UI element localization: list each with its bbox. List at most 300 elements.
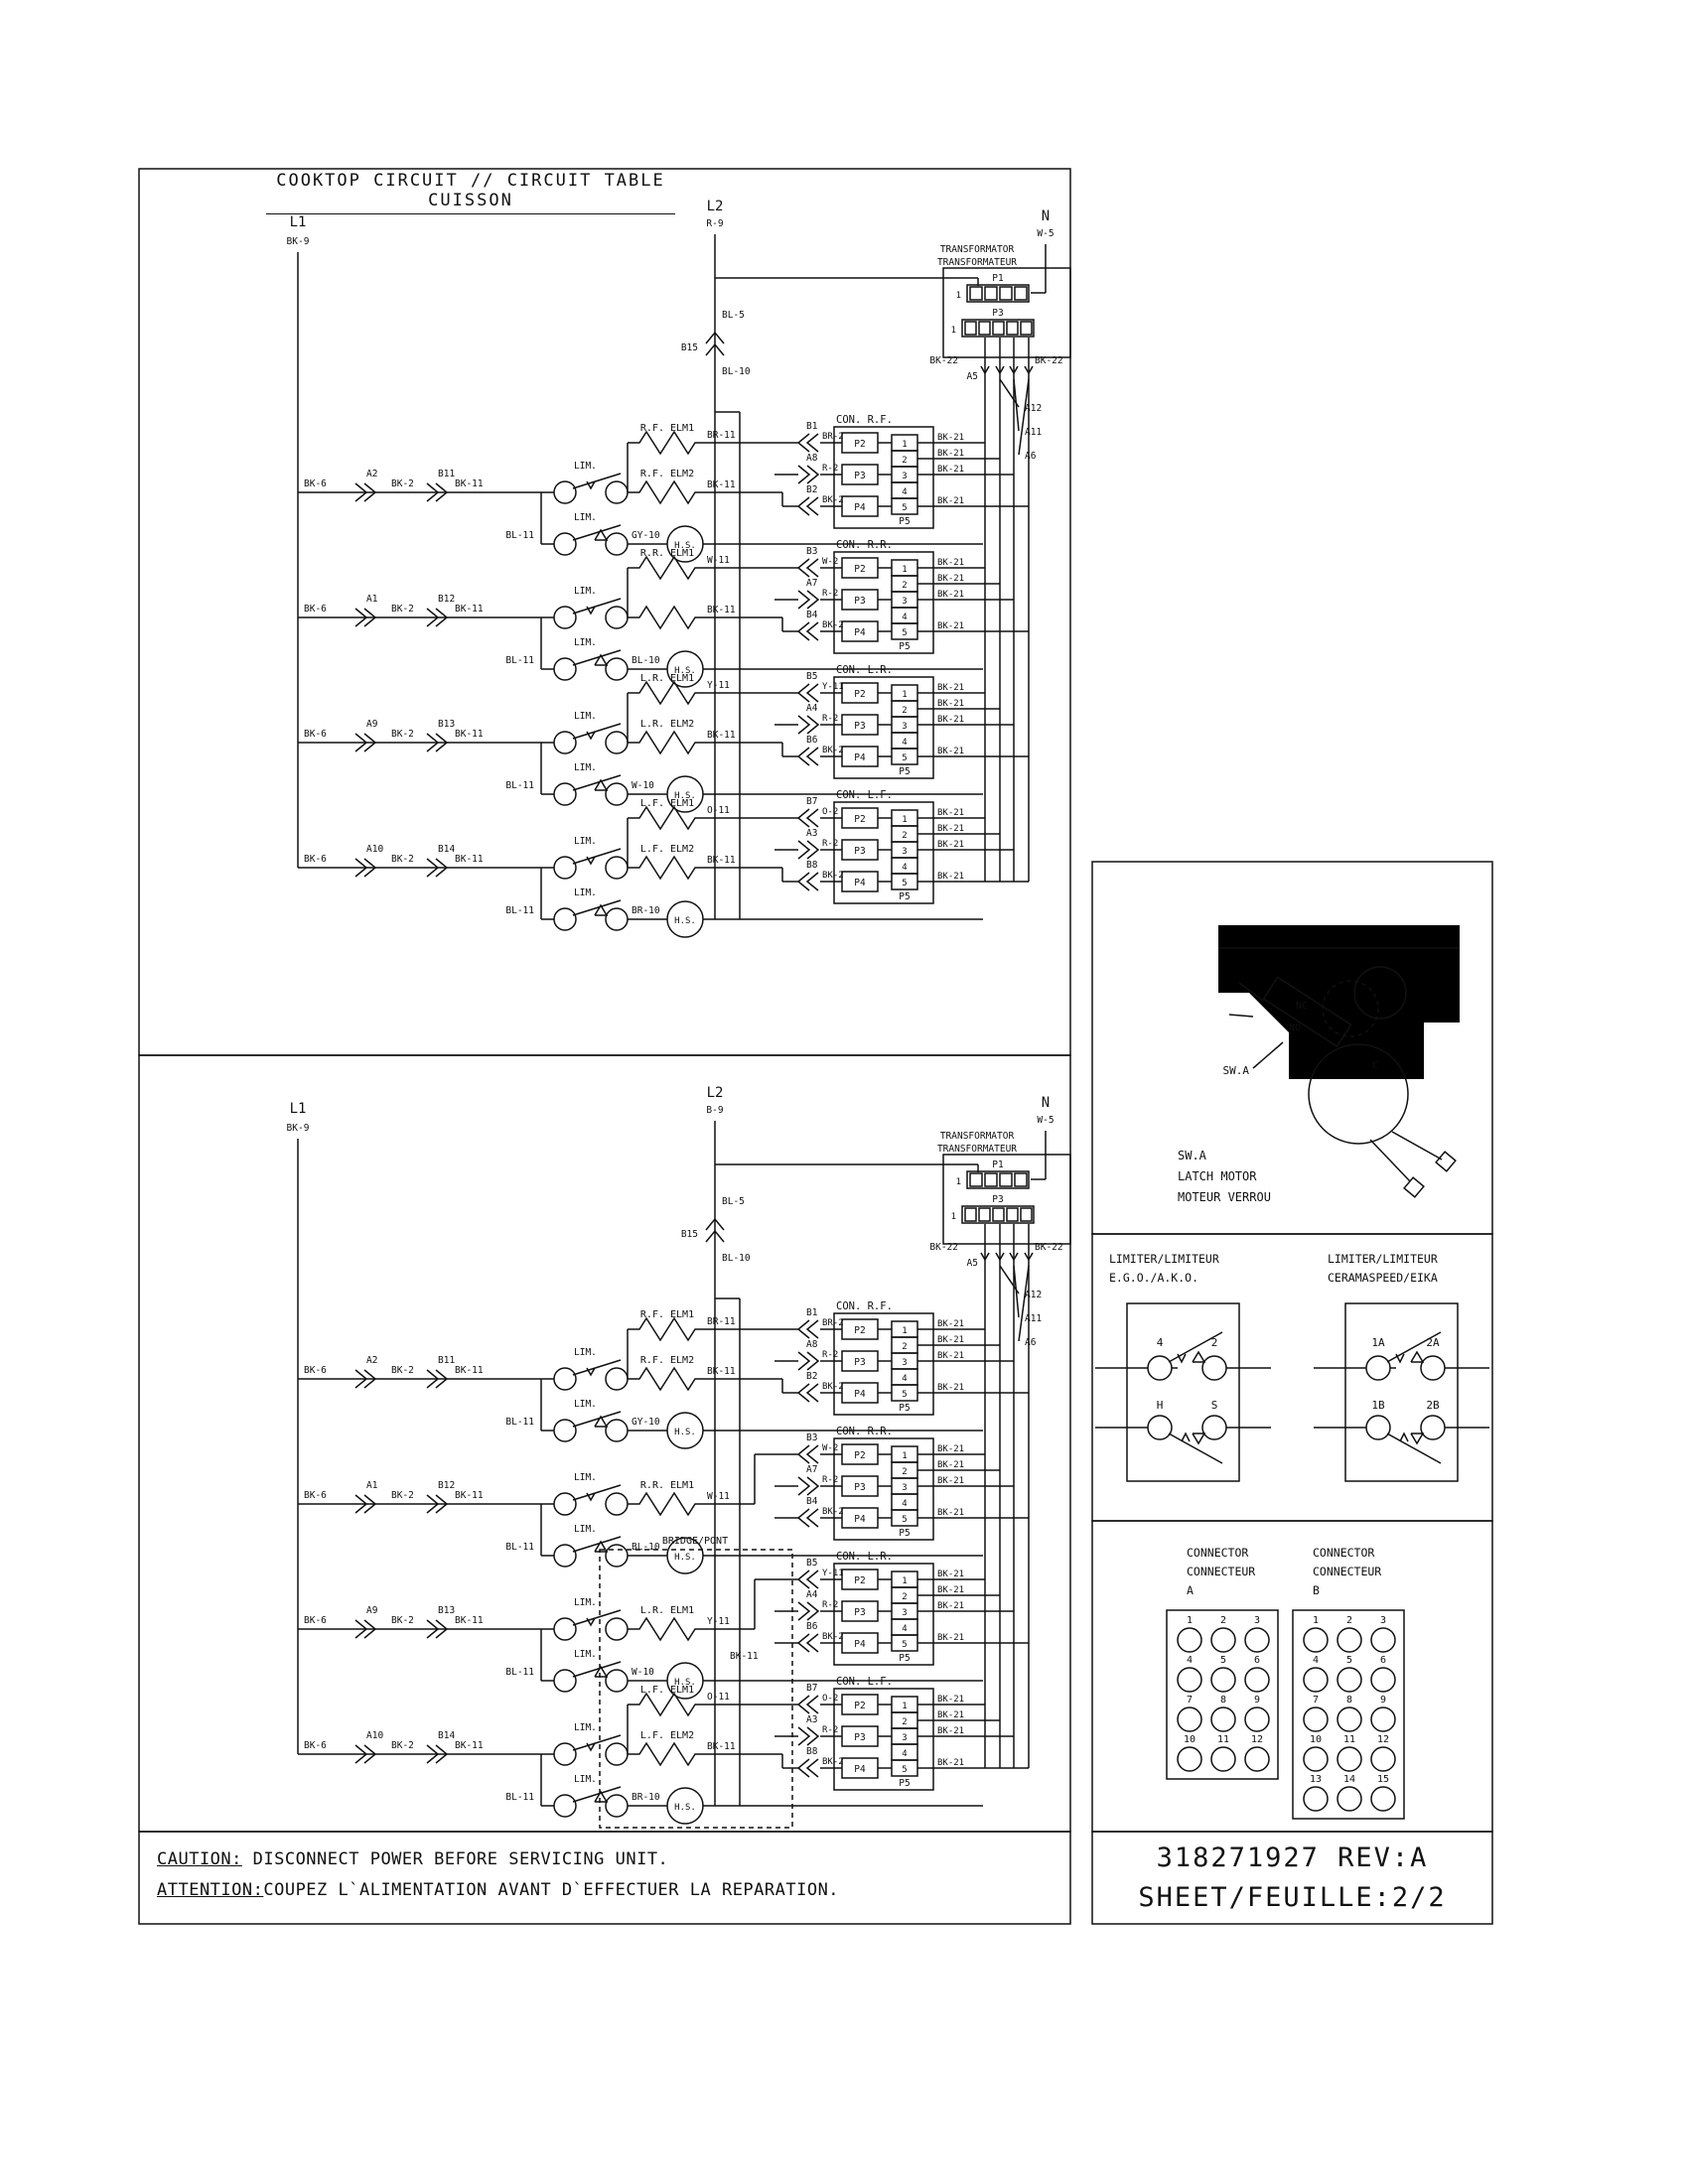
connector-title: CON. L.R. bbox=[836, 1551, 893, 1563]
splice-id-label: A2 bbox=[366, 469, 378, 479]
splice-id-label: B4 bbox=[806, 610, 818, 620]
terminal-label: 1B bbox=[1371, 1399, 1385, 1412]
pin-socket bbox=[1337, 1628, 1361, 1652]
splice-id-label: B3 bbox=[806, 546, 818, 557]
pin-number: 3 bbox=[1253, 1615, 1261, 1626]
pin-number: 2 bbox=[902, 1717, 908, 1727]
wire-color-label: BK-21 bbox=[937, 1351, 965, 1361]
bridge-box bbox=[600, 1550, 792, 1828]
wire-color-label: R-2 bbox=[822, 589, 839, 599]
pin-number: 4 bbox=[1312, 1655, 1320, 1666]
splice-id-label: B7 bbox=[806, 796, 818, 807]
resistor-element bbox=[632, 1618, 703, 1640]
switch-contact bbox=[554, 1493, 576, 1515]
wire-label: BK-2 bbox=[391, 1490, 414, 1501]
terminal-label: 4 bbox=[1156, 1336, 1164, 1349]
wire-color-label: BL-10 bbox=[632, 655, 660, 666]
plug-label: P5 bbox=[899, 891, 911, 902]
splice-id-label: A1 bbox=[366, 1480, 378, 1491]
plug-label: P3 bbox=[854, 1732, 866, 1743]
wire-color-label: BK-21 bbox=[937, 1335, 965, 1345]
pin-socket bbox=[1371, 1668, 1395, 1692]
wire-color-label: BL-10 bbox=[722, 366, 751, 377]
pin-socket bbox=[1245, 1668, 1269, 1692]
pin-cell bbox=[1007, 322, 1018, 335]
arrow-right-icon bbox=[798, 1602, 809, 1620]
pin-cell bbox=[1000, 1173, 1012, 1186]
arrow-left-icon bbox=[807, 1696, 818, 1713]
cooktop-circuit-bottom bbox=[139, 1055, 1070, 1832]
terminal bbox=[1148, 1356, 1172, 1380]
arrow-left-icon bbox=[807, 1634, 818, 1652]
switch-contact bbox=[554, 783, 576, 805]
splice-id-label: A5 bbox=[966, 371, 978, 382]
wire-color-label: BK-11 bbox=[707, 479, 736, 490]
wire-color-label: BK-21 bbox=[937, 824, 965, 834]
pin-cell bbox=[965, 322, 976, 335]
terminal-label: 1A bbox=[1371, 1336, 1385, 1349]
element-label: R.F. ELM2 bbox=[639, 1355, 695, 1366]
splice-id-label: B14 bbox=[438, 844, 456, 855]
plug-label: P5 bbox=[899, 1528, 911, 1539]
wire-color-label: B-9 bbox=[706, 1105, 724, 1116]
switch-contact bbox=[606, 1493, 628, 1515]
plug-label: P4 bbox=[854, 878, 866, 888]
switch-contact bbox=[606, 481, 628, 503]
terminal bbox=[1366, 1416, 1390, 1439]
wire-color-label: BK-21 bbox=[937, 699, 965, 709]
wire-label: BL-11 bbox=[505, 530, 534, 541]
wire-color-label: BK-21 bbox=[937, 872, 965, 882]
wire-color-label: BK-21 bbox=[937, 621, 965, 631]
splice-id-label: A10 bbox=[366, 844, 384, 855]
cooktop-circuit-top bbox=[139, 169, 1070, 1055]
resistor-element bbox=[632, 1493, 703, 1515]
wire-color-label: BK-21 bbox=[937, 574, 965, 584]
pin-number: 1 bbox=[1312, 1615, 1320, 1626]
wire-color-label: BK-11 bbox=[707, 1741, 736, 1752]
pin-socket bbox=[1371, 1787, 1395, 1811]
pin-number: 9 bbox=[1379, 1695, 1387, 1706]
wire-label: BK-6 bbox=[304, 1365, 327, 1376]
splice-id-label: A8 bbox=[806, 1339, 818, 1350]
arrow-left-icon bbox=[807, 622, 818, 640]
wire-color-label: BK-2 bbox=[822, 1632, 844, 1642]
component-label: H.S. bbox=[674, 1553, 696, 1563]
wire-color-label: BK-22 bbox=[1035, 1242, 1063, 1253]
pin-number: 1 bbox=[955, 1177, 961, 1187]
wire-color-label: R-2 bbox=[822, 1600, 839, 1610]
splice-id-label: A11 bbox=[1025, 427, 1043, 438]
component-label: LIM. bbox=[574, 1649, 597, 1660]
terminal bbox=[1421, 1416, 1445, 1439]
splice-id-label: A2 bbox=[366, 1355, 378, 1366]
wire-color-label: BK-21 bbox=[937, 1319, 965, 1329]
pin-number: 13 bbox=[1309, 1774, 1323, 1785]
plug-label: P3 bbox=[854, 1357, 866, 1368]
pin-number: 1 bbox=[902, 1576, 908, 1586]
pin-socket bbox=[1245, 1747, 1269, 1771]
wire-label: BK-6 bbox=[304, 729, 327, 740]
pin-socket bbox=[1371, 1747, 1395, 1771]
pin-number: 1 bbox=[950, 326, 956, 336]
pin-cell bbox=[979, 322, 990, 335]
component-label: LIM. bbox=[574, 1722, 597, 1733]
splice-id-label: B12 bbox=[438, 594, 456, 605]
plug-label: P2 bbox=[854, 814, 866, 825]
wire-color-label: BK-21 bbox=[937, 465, 965, 475]
switch-contact bbox=[554, 1743, 576, 1765]
wire-color-label: BK-11 bbox=[707, 730, 736, 741]
switch-contact bbox=[554, 732, 576, 753]
caution-text-fr: COUPEZ L`ALIMENTATION AVANT D`EFFECTUER LA REPARATION. bbox=[263, 1880, 840, 1900]
connector-title: CON. L.F. bbox=[836, 789, 893, 801]
element-label: R.F. ELM1 bbox=[639, 423, 695, 434]
wire-label: BK-11 bbox=[455, 1365, 484, 1376]
wire-color-label: BK-21 bbox=[937, 1726, 965, 1736]
element-label: L.R. ELM2 bbox=[639, 719, 695, 730]
limiter-panel bbox=[1092, 1234, 1492, 1521]
pin-number: 1 bbox=[902, 1451, 908, 1461]
pin-number: 1 bbox=[902, 440, 908, 450]
pin-number: 2 bbox=[902, 1467, 908, 1477]
wire-color-label: BK-2 bbox=[822, 1757, 844, 1767]
pin-cell bbox=[979, 1208, 990, 1221]
wire-label: BK-2 bbox=[391, 478, 414, 489]
pin-number: 3 bbox=[902, 847, 908, 857]
switch-pointer-label: SW.A bbox=[1222, 1064, 1249, 1077]
wire-color-label: W-5 bbox=[1037, 228, 1055, 239]
plug-label: P3 bbox=[854, 1607, 866, 1618]
wire-color-label: Y-11 bbox=[707, 1616, 730, 1627]
pin-cell bbox=[993, 1208, 1004, 1221]
switch-contact bbox=[606, 1420, 628, 1441]
switch-contact bbox=[606, 783, 628, 805]
wire-color-label: BK-21 bbox=[937, 1758, 965, 1768]
pin-socket bbox=[1337, 1707, 1361, 1731]
component-label: TRANSFORMATOR bbox=[939, 1131, 1015, 1142]
wire-label: BK-11 bbox=[455, 729, 484, 740]
latch-motor-panel bbox=[1092, 862, 1492, 1234]
wire-label: BK-2 bbox=[391, 604, 414, 614]
pin-socket bbox=[1337, 1787, 1361, 1811]
wire-color-label: BL-5 bbox=[722, 310, 745, 321]
pin-cell bbox=[985, 1173, 997, 1186]
resistor-element bbox=[632, 481, 703, 503]
wire-color-label: BK-21 bbox=[937, 1476, 965, 1486]
switch-contact bbox=[554, 908, 576, 930]
resistor-element bbox=[632, 1368, 703, 1390]
pin-number: 10 bbox=[1309, 1734, 1323, 1745]
pin-cell bbox=[970, 1173, 982, 1186]
switch-contact bbox=[554, 1420, 576, 1441]
splice-id-label: A4 bbox=[806, 1589, 818, 1600]
switch-contact bbox=[606, 1368, 628, 1390]
pin-number: 15 bbox=[1376, 1774, 1390, 1785]
pin-number: 1 bbox=[1186, 1615, 1194, 1626]
pin-number: 8 bbox=[1345, 1695, 1353, 1706]
wire-color-label: BK-21 bbox=[937, 558, 965, 568]
wire-color-label: BR-10 bbox=[632, 905, 660, 916]
plug-label: P1 bbox=[992, 1160, 1004, 1170]
element-label: R.F. ELM2 bbox=[639, 469, 695, 479]
wire-color-label: BK-11 bbox=[707, 855, 736, 866]
wire bbox=[1370, 1140, 1410, 1181]
connector-panel bbox=[1092, 1521, 1492, 1832]
connector-title: CON. R.R. bbox=[836, 1426, 893, 1437]
wire-label: BL-11 bbox=[505, 655, 534, 666]
pin-number: 2 bbox=[902, 1342, 908, 1352]
switch-contact bbox=[606, 658, 628, 680]
splice-id-label: B6 bbox=[806, 735, 818, 746]
pin-number: 1 bbox=[955, 291, 961, 301]
wire-color-label: BK-21 bbox=[937, 808, 965, 818]
pin-socket bbox=[1337, 1747, 1361, 1771]
wire-label: BK-11 bbox=[455, 604, 484, 614]
wire-label: BK-2 bbox=[391, 1740, 414, 1751]
pin-socket bbox=[1178, 1707, 1201, 1731]
splice-id-label: B12 bbox=[438, 1480, 456, 1491]
pin-number: 12 bbox=[1376, 1734, 1390, 1745]
pin-number: 2 bbox=[902, 456, 908, 466]
pin-cell bbox=[1021, 322, 1032, 335]
pin-number: 2 bbox=[902, 706, 908, 716]
transformer-box bbox=[943, 268, 1070, 357]
pin-number: 7 bbox=[1186, 1695, 1194, 1706]
pin-number: 3 bbox=[902, 472, 908, 481]
terminal-label: S bbox=[1210, 1399, 1218, 1412]
wire-color-label: BR-10 bbox=[632, 1792, 660, 1803]
switch-contact bbox=[606, 1545, 628, 1567]
wire-color-label: BK-21 bbox=[937, 1570, 965, 1579]
wire-color-label: BL-10 bbox=[632, 1542, 660, 1553]
component-label: LIM. bbox=[574, 1524, 597, 1535]
wire-color-label: BK-21 bbox=[937, 1633, 965, 1643]
connector-panel-title: CONNECTOR bbox=[1187, 1546, 1249, 1560]
limiter-title: E.G.O./A.K.O. bbox=[1109, 1271, 1199, 1285]
splice-id-label: A8 bbox=[806, 453, 818, 464]
component-label: LIM. bbox=[574, 512, 597, 523]
pin-number: 4 bbox=[902, 487, 908, 497]
wire bbox=[1229, 1015, 1253, 1017]
wire-color-label: R-2 bbox=[822, 464, 839, 474]
wire-label: BK-11 bbox=[455, 478, 484, 489]
element-label: L.F. ELM2 bbox=[639, 1730, 695, 1741]
pin-number: 3 bbox=[902, 1733, 908, 1743]
wire-color-label: BK-11 bbox=[707, 605, 736, 615]
wire-color-label: GY-10 bbox=[632, 1417, 660, 1428]
pin-number: 1 bbox=[902, 690, 908, 700]
pin-cell bbox=[1021, 1208, 1032, 1221]
component-label: LIM. bbox=[574, 461, 597, 472]
plug-label: P1 bbox=[992, 273, 1004, 284]
wire-color-label: O-2 bbox=[822, 1694, 839, 1704]
pin-number: 4 bbox=[902, 1749, 908, 1759]
wire-color-label: BK-21 bbox=[937, 1444, 965, 1454]
resistor-element bbox=[632, 857, 703, 879]
splice-id-label: A12 bbox=[1025, 403, 1043, 414]
wire-color-label: R-2 bbox=[822, 1725, 839, 1735]
latch-caption: MOTEUR VERROU bbox=[1178, 1190, 1271, 1204]
transformer-box bbox=[943, 1155, 1070, 1244]
switch-contact bbox=[606, 1618, 628, 1640]
wire-color-label: W-10 bbox=[632, 780, 654, 791]
plug-label: P2 bbox=[854, 1701, 866, 1711]
pin-number: 1 bbox=[902, 1702, 908, 1711]
switch-blade bbox=[573, 1360, 621, 1375]
wire-color-label: Y-11 bbox=[707, 680, 730, 691]
plug-label: P5 bbox=[899, 641, 911, 652]
pin-number: 4 bbox=[902, 738, 908, 748]
splice-id-label: B2 bbox=[806, 484, 818, 495]
plug-label: P2 bbox=[854, 1575, 866, 1586]
wire-color-label: BR-11 bbox=[707, 1316, 736, 1327]
splice-id-label: B13 bbox=[438, 719, 456, 730]
plug-label: P3 bbox=[854, 721, 866, 732]
wire-color-label: O-11 bbox=[707, 805, 730, 816]
component-label: LIM. bbox=[574, 637, 597, 648]
switch-contact bbox=[554, 481, 576, 503]
wire-label: BK-6 bbox=[304, 1740, 327, 1751]
switch-blade bbox=[573, 1485, 621, 1500]
pin-number: 3 bbox=[902, 722, 908, 732]
wire-color-label: R-2 bbox=[822, 714, 839, 724]
splice-id-label: B2 bbox=[806, 1371, 818, 1382]
pin-number: 2 bbox=[902, 831, 908, 841]
pin-number: 1 bbox=[902, 815, 908, 825]
switch-blade bbox=[573, 849, 621, 864]
wire-color-label: BK-21 bbox=[937, 1710, 965, 1720]
terminal-label: H bbox=[1156, 1399, 1164, 1412]
sheet-number: SHEET/FEUILLE:2/2 bbox=[1138, 1881, 1447, 1913]
splice-id-label: A9 bbox=[366, 1605, 378, 1616]
component-label: LIM. bbox=[574, 836, 597, 847]
switch-contact bbox=[606, 1670, 628, 1692]
arrow-left-icon bbox=[807, 1320, 818, 1338]
wire-label: BK-11 bbox=[455, 1615, 484, 1626]
component-label: LIM. bbox=[574, 887, 597, 898]
switch-contact bbox=[606, 1795, 628, 1817]
plug-label: P3 bbox=[854, 596, 866, 607]
pin-socket bbox=[1337, 1668, 1361, 1692]
wire-color-label: BK-22 bbox=[929, 355, 958, 366]
switch-hook bbox=[1182, 1433, 1190, 1441]
terminal bbox=[1366, 1356, 1390, 1380]
wire-color-label: W-2 bbox=[822, 1443, 839, 1453]
arrow-left-icon bbox=[807, 809, 818, 827]
pin-number: 6 bbox=[1253, 1655, 1261, 1666]
plug-label: P2 bbox=[854, 1450, 866, 1461]
element-label: R.F. ELM1 bbox=[639, 1309, 695, 1320]
component-label: LIM. bbox=[574, 711, 597, 722]
component-label: TRANSFORMATEUR bbox=[936, 257, 1018, 268]
pin-socket bbox=[1304, 1707, 1328, 1731]
pin-number: 11 bbox=[1216, 1734, 1230, 1745]
arrow-right-icon bbox=[798, 466, 809, 483]
section-border bbox=[139, 169, 1070, 1055]
element-label: L.F. ELM1 bbox=[639, 1685, 695, 1696]
pin-number: 3 bbox=[902, 1358, 908, 1368]
plug-label: P5 bbox=[899, 766, 911, 777]
wire-color-label: Y-11 bbox=[822, 1569, 844, 1578]
switch-contact bbox=[554, 607, 576, 628]
wire bbox=[1392, 1132, 1442, 1160]
latch-lug bbox=[1404, 1177, 1424, 1197]
arrow-left-icon bbox=[807, 1759, 818, 1777]
wire-color-label: BL-10 bbox=[722, 1253, 751, 1264]
switch-contact bbox=[554, 1670, 576, 1692]
plug-label: P3 bbox=[854, 1482, 866, 1493]
connector-title: CON. R.F. bbox=[836, 414, 893, 426]
arrow-left-icon bbox=[807, 748, 818, 765]
wire-label: BK-11 bbox=[455, 1490, 484, 1501]
pin-number: 1 bbox=[902, 1326, 908, 1336]
switch-arrow bbox=[1411, 1433, 1423, 1443]
wire-color-label: Y-11 bbox=[822, 682, 844, 692]
terminal-label: NO bbox=[1289, 1023, 1302, 1033]
wire-color-label: BK-22 bbox=[1035, 355, 1063, 366]
wire-color-label: BK-21 bbox=[937, 1695, 965, 1705]
terminal bbox=[1202, 1416, 1226, 1439]
terminal bbox=[1148, 1416, 1172, 1439]
limiter-box bbox=[1127, 1303, 1239, 1481]
plug-label: P4 bbox=[854, 1639, 866, 1650]
splice-id-label: A7 bbox=[806, 578, 818, 589]
connector-title: CON. R.F. bbox=[836, 1300, 893, 1312]
arrow-right-icon bbox=[798, 1477, 809, 1495]
wire-color-label: W-11 bbox=[707, 555, 730, 566]
wire-label: BL-11 bbox=[505, 1417, 534, 1428]
switch-contact bbox=[606, 1743, 628, 1765]
pin-number: 3 bbox=[902, 597, 908, 607]
wire-color-label: W-11 bbox=[707, 1491, 730, 1502]
title-block bbox=[1092, 1832, 1492, 1924]
switch-contact bbox=[606, 857, 628, 879]
wire-color-label: BK-21 bbox=[937, 449, 965, 459]
splice-id-label: A3 bbox=[806, 828, 818, 839]
pin-socket bbox=[1211, 1668, 1235, 1692]
wire-color-label: BK-9 bbox=[286, 236, 310, 247]
plug-label: P5 bbox=[899, 1778, 911, 1789]
component-label: LIM. bbox=[574, 1597, 597, 1608]
wire-color-label: BK-9 bbox=[286, 1123, 310, 1134]
arrow-left-icon bbox=[807, 1509, 818, 1527]
line-label: L1 bbox=[289, 214, 307, 230]
plug-label: P3 bbox=[992, 1194, 1004, 1205]
pin-number: 8 bbox=[1219, 1695, 1227, 1706]
connector-title: CON. R.R. bbox=[836, 539, 893, 551]
plug-label: P5 bbox=[899, 1653, 911, 1664]
line-label: L2 bbox=[706, 199, 724, 214]
plug-label: P4 bbox=[854, 1514, 866, 1525]
plug-label: P4 bbox=[854, 1389, 866, 1400]
pin-cell bbox=[965, 1208, 976, 1221]
pin-number: 4 bbox=[902, 613, 908, 622]
wire-label: BK-11 bbox=[455, 854, 484, 865]
wire-color-label: W-5 bbox=[1037, 1115, 1055, 1126]
terminal-label: NC bbox=[1296, 1001, 1309, 1012]
component-label: LIM. bbox=[574, 586, 597, 597]
pin-number: 5 bbox=[902, 503, 908, 513]
switch-contact bbox=[606, 607, 628, 628]
component-label: H.S. bbox=[674, 791, 696, 801]
caution-note bbox=[157, 1844, 839, 1906]
wire-color-label: O-11 bbox=[707, 1692, 730, 1703]
switch-contact bbox=[554, 658, 576, 680]
component-label: LIM. bbox=[574, 1399, 597, 1410]
resistor-element bbox=[632, 732, 703, 753]
plug-label: P2 bbox=[854, 1325, 866, 1336]
